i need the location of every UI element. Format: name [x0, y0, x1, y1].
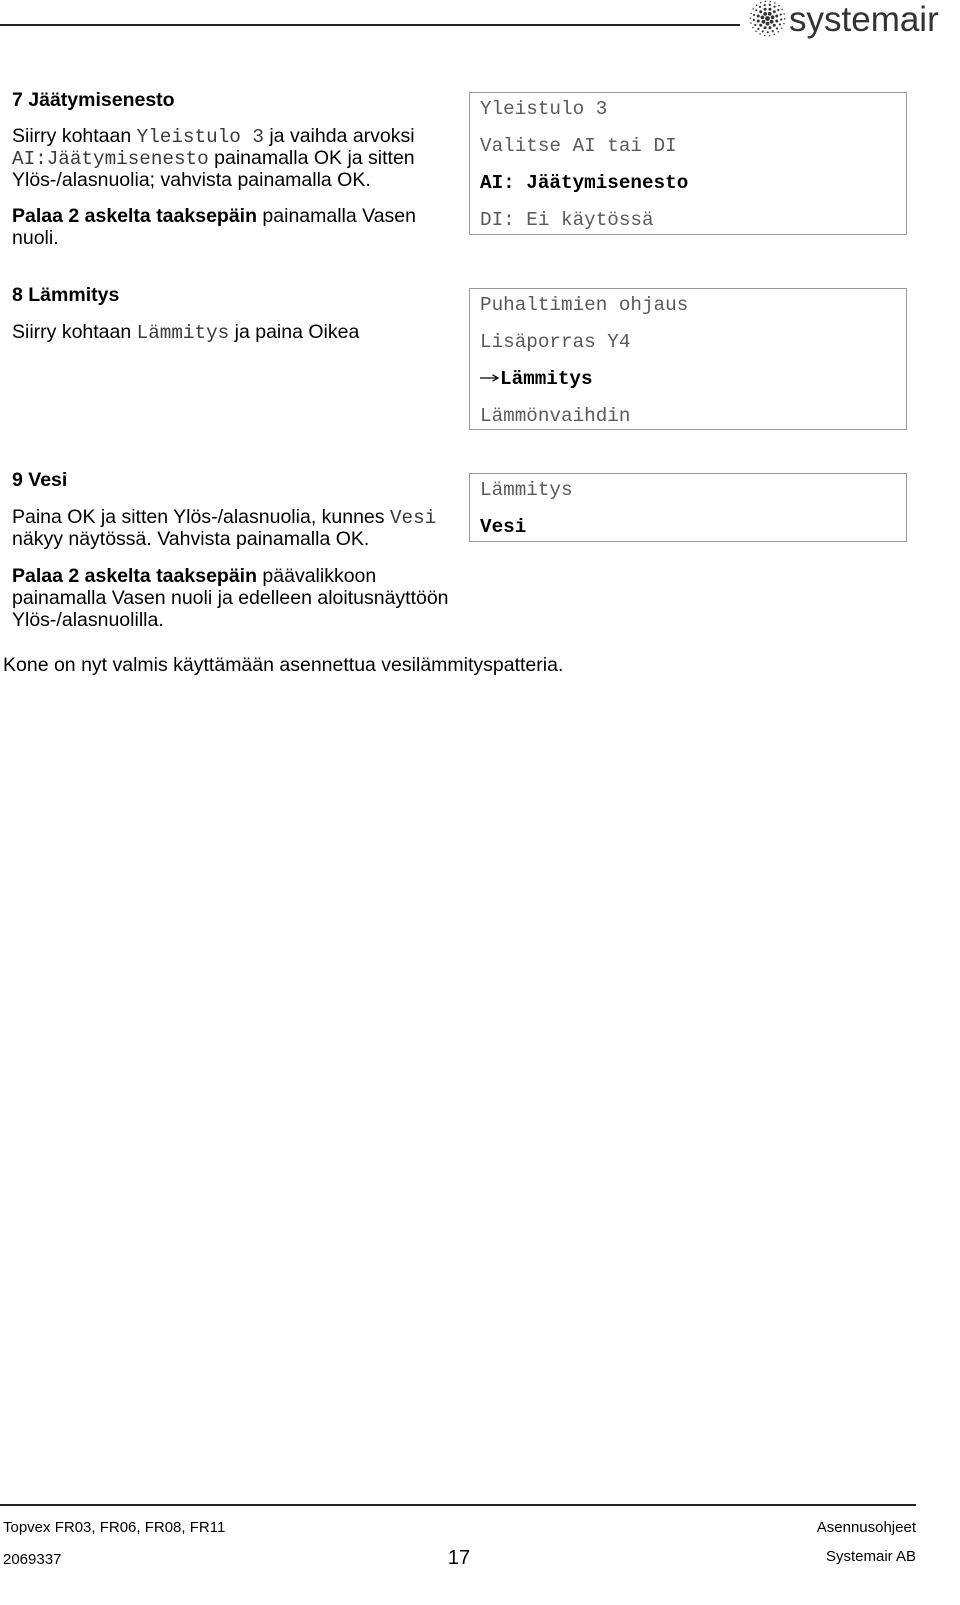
logo-dot — [779, 23, 781, 25]
conclusion-text: Kone on nyt valmis käyttämään asennettua vesilämmityspatteria. — [3, 654, 564, 676]
arrow-right-icon — [480, 372, 499, 384]
logo-dot — [752, 27, 754, 29]
logo-dot — [754, 24, 756, 26]
display-line-selected: AI: Jäätymisenesto — [480, 172, 689, 194]
logo-dot — [755, 9, 757, 11]
logo-dot — [781, 9, 783, 11]
logo-dot — [757, 19, 760, 22]
instruction-line — [12, 205, 416, 227]
step-8-instruction — [12, 321, 359, 343]
logo-dot — [773, 6, 775, 8]
logo-dot — [777, 9, 779, 11]
instruction-text: ja paina Oikea — [234, 321, 360, 343]
instruction-text: painamalla Vasen — [262, 205, 416, 227]
instruction-line — [12, 587, 449, 609]
logo-dot — [750, 22, 752, 24]
logo-dot — [770, 1, 772, 3]
logo-dot — [783, 23, 785, 25]
logo-dot — [778, 5, 780, 7]
display-line: Yleistulo 3 — [480, 98, 608, 120]
instruction-line — [12, 125, 415, 147]
menu-value-code: Vesi — [389, 507, 437, 529]
logo-dot — [767, 31, 769, 33]
logo-dot — [752, 8, 754, 10]
footer-doc-type: Asennusohjeet — [816, 1519, 916, 1536]
step-7-display-panel — [469, 92, 907, 235]
logo-dot — [772, 30, 774, 32]
display-selected-text: Lämmitys — [500, 368, 593, 390]
step-7-title: 7 Jäätymisenesto — [12, 89, 175, 111]
logo-dot — [770, 20, 774, 24]
step-9-display-panel — [469, 473, 907, 542]
display-line: Puhaltimien ohjaus — [480, 294, 689, 316]
logo-dot — [780, 18, 782, 20]
instruction-text: Siirry kohtaan — [12, 321, 132, 343]
step-8-title: 8 Lämmitys — [12, 284, 120, 306]
instruction-text: painamalla OK ja sitten — [214, 147, 415, 169]
step-8-display-panel — [469, 288, 907, 430]
logo-dot — [784, 18, 786, 20]
logo-dot — [769, 35, 771, 37]
logo-dot — [775, 19, 778, 22]
step-7-back-instruction — [12, 205, 416, 249]
logo-dot — [776, 27, 778, 29]
instruction-text: painamalla Vasen nuoli ja edelleen aloitusnäyttöön — [12, 587, 449, 609]
systemair-logo-icon — [749, 0, 786, 37]
display-line: Lisäporras Y4 — [480, 331, 631, 353]
emphasis-text: Palaa 2 askelta taaksepäin — [12, 565, 257, 587]
logo-dot — [750, 17, 752, 19]
logo-dot — [761, 16, 765, 20]
instruction-text: näkyy näytössä. Vahvista painamalla OK. — [12, 528, 370, 550]
step-9-back-instruction — [12, 565, 449, 631]
menu-item-code: Lämmitys — [136, 322, 230, 344]
logo-dot — [764, 26, 767, 29]
header-rule — [0, 24, 740, 26]
logo-dot — [774, 2, 776, 4]
logo-dot — [775, 15, 778, 18]
logo-dot — [766, 22, 770, 26]
logo-dot — [755, 31, 757, 32]
logo-dot — [753, 14, 755, 16]
logo-dot — [753, 19, 755, 21]
instruction-text: ja vaihda arvoksi — [269, 125, 415, 147]
logo-dot — [757, 15, 760, 18]
emphasis-text: Palaa 2 askelta taaksepäin — [12, 205, 257, 227]
instruction-text: päävalikkoon — [262, 565, 377, 587]
display-line: DI: Ei käytössä — [480, 209, 654, 231]
display-line: Valitse AI tai DI — [480, 135, 677, 157]
logo-dot — [765, 1, 767, 2]
logo-dot — [759, 33, 761, 35]
logo-dot — [780, 13, 782, 15]
logo-dot — [759, 10, 762, 13]
logo-dot — [750, 13, 752, 15]
instruction-line — [12, 321, 359, 343]
display-line: Lämmönvaihdin — [480, 405, 631, 427]
display-line-selected: Vesi — [480, 516, 527, 538]
logo-dot — [764, 35, 766, 37]
logo-dot — [764, 8, 767, 11]
menu-value-code: AI:Jäätymisenesto — [12, 148, 209, 170]
instruction-text: Siirry kohtaan — [12, 125, 132, 147]
instruction-text: Ylös-/alasnuolilla. — [12, 609, 164, 631]
step-9-title: 9 Vesi — [12, 469, 68, 491]
logo-dot — [762, 30, 764, 32]
instruction-line — [12, 609, 449, 631]
instruction-line — [12, 169, 415, 191]
logo-dot — [760, 2, 762, 4]
instruction-line — [12, 506, 436, 528]
logo-dot — [769, 4, 771, 6]
menu-item-code: Yleistulo 3 — [136, 126, 264, 148]
step-7-instruction — [12, 125, 415, 191]
logo-dot — [773, 10, 776, 13]
logo-dot — [783, 13, 785, 15]
display-line: Lämmitys — [480, 479, 573, 501]
logo-dot — [768, 26, 771, 29]
footer-product: Topvex FR03, FR06, FR08, FR11 — [3, 1519, 226, 1536]
instruction-line — [12, 227, 416, 249]
logo-dot — [771, 15, 775, 19]
footer-company: Systemair AB — [825, 1548, 916, 1565]
instruction-text: nuoli. — [12, 227, 59, 249]
instruction-line — [12, 147, 415, 169]
logo-dot — [756, 5, 758, 7]
instruction-text: Paina OK ja sitten Ylös-/alasnuolia, kunnes — [12, 506, 385, 528]
logo-dot — [768, 8, 771, 11]
logo-dot — [774, 34, 776, 36]
brand-logo-text: systemair — [789, 0, 939, 39]
logo-dot — [773, 24, 776, 27]
instruction-text: Ylös-/alasnuolia; vahvista painamalla OK. — [12, 169, 371, 191]
display-line-selected — [480, 361, 906, 398]
logo-dot — [759, 6, 761, 8]
logo-dot — [764, 4, 766, 6]
instruction-line — [12, 528, 436, 550]
logo-dot — [768, 12, 772, 16]
logo-dot — [765, 16, 770, 21]
logo-dot — [778, 31, 780, 33]
footer-rule — [0, 1504, 916, 1506]
step-9-instruction — [12, 506, 436, 550]
footer-doc-number: 2069337 — [3, 1551, 62, 1568]
instruction-line — [12, 565, 449, 587]
logo-dot — [781, 27, 783, 29]
logo-dot — [763, 12, 767, 16]
logo-dot — [762, 20, 766, 24]
page-number: 17 — [447, 1547, 471, 1569]
logo-dot — [757, 28, 759, 30]
logo-dot — [759, 24, 762, 27]
